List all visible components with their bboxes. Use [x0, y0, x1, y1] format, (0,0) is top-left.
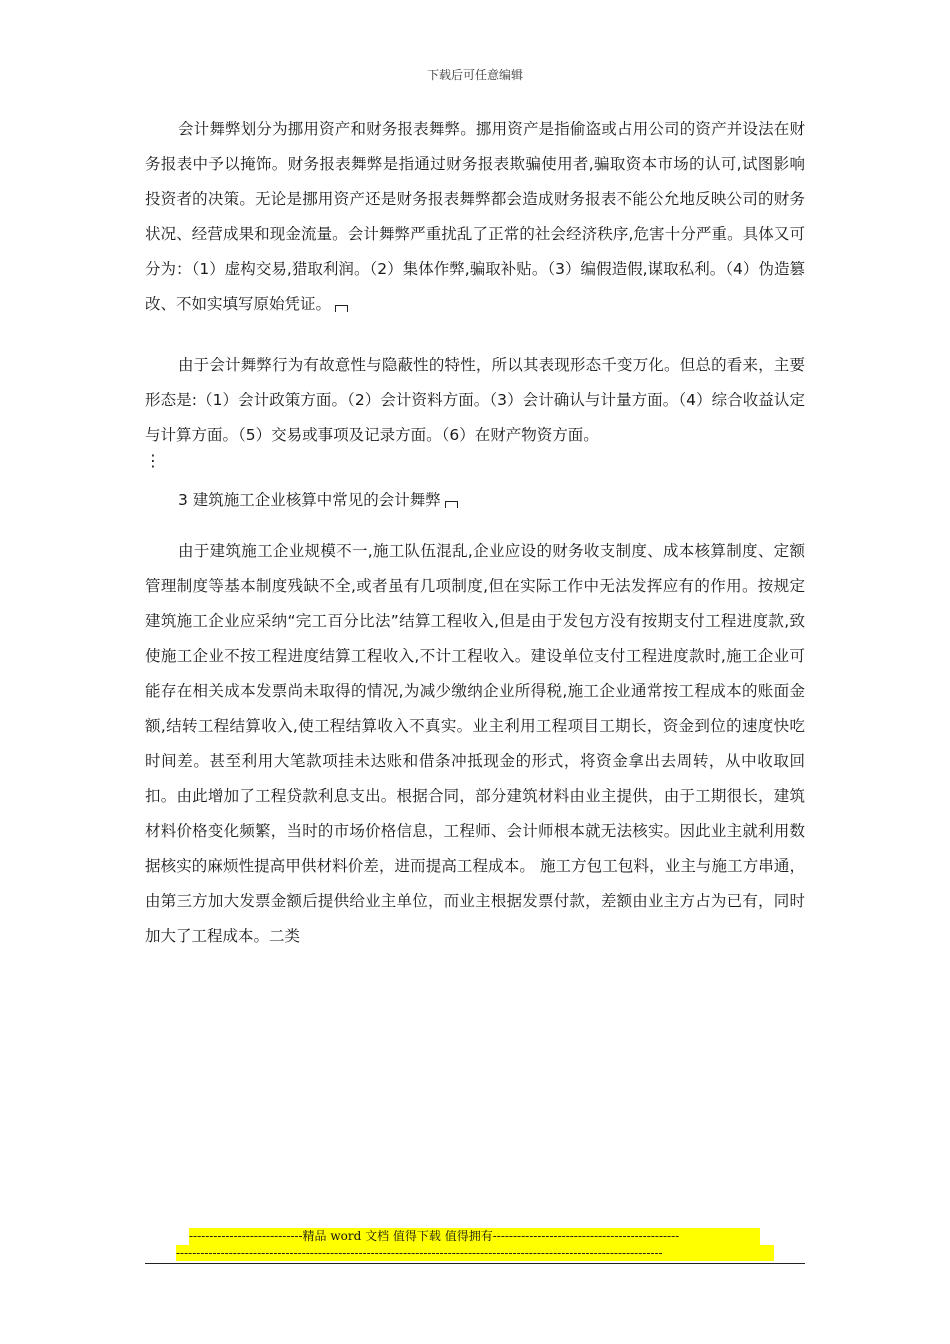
footer-divider [145, 1263, 805, 1264]
paragraph-fraud-forms [145, 348, 805, 453]
spacer [145, 322, 805, 348]
page-header: 下载后可任意编辑 [426, 68, 523, 82]
paragraph-fraud-classification [145, 112, 805, 322]
paragraph-text: 由于建筑施工企业规模不一,施工队伍混乱,企业应设的财务收支制度、成本核算制度、定额管理制度等基本制度残缺不全,或者虽有几项制度,但在实际工作中无法发挥应有的作用。按规定建筑施工企业应采纳“完工百分比法”结算工程收入,但是由于发包方没有按期支付工程进度款,致使施工企业不按工程进度结算工程收入,不计工程收入。建设单位支付工程进度款时,施工企业可能存在相关成本发票尚未取得的情况,为减少缴纳企业所得税,施工企业通常按工程成本的账面金额,结转工程结算收入,使工程结算收入不真实。业主利用工程项目工期长，资金到位的速度快吃时间差。甚至利用大笔款项挂未达账和借条冲抵现金的形式，将资金拿出去周转，从中收取回扣。由此增加了工程贷款利息支出。根据合同，部分建筑材料由业主提供，由于工期很长，建筑材料价格变化频繁，当时的市场价格信息，工程师、会计师根本就无法核实。因此业主就利用数据核实的麻烦性提高甲供材料价差，进而提高工程成本。 施工方包工包料，业主与施工方串通，由第三方加大发票金额后提供给业主单位，而业主根据发票付款，差额由业主方占为已有，同时加大了工程成本。二类 [145, 542, 805, 945]
footer-dash-line: ------------------------------------------------------------------------------------------------------------------------ [176, 1245, 774, 1261]
paragraph-text: 会计舞弊划分为挪用资产和财务报表舞弊。挪用资产是指偷盗或占用公司的资产并设法在财务报表中予以掩饰。财务报表舞弊是指通过财务报表欺骗使用者,骗取资本市场的认可,试图影响投资者的决策。无论是挪用资产还是财务报表舞弊都会造成财务报表不能公允地反映公司的财务状况、经营成果和现金流量。会计舞弊严重扰乱了正常的社会经济秩序,危害十分严重。具体又可分为：（1）虚构交易,猎取利润。（2）集体作弊,骗取补贴。（3）编假造假,谋取私利。（4）伪造篡改、不如实填写原始凭证。 [145, 120, 805, 313]
edit-mark-icon [445, 501, 458, 508]
footer-banner: ----------------------------精品 word 文档 值得下载 值得拥有---------------------------------------------- [189, 1228, 760, 1245]
edit-mark-icon [335, 305, 348, 312]
paragraph-text: 由于会计舞弊行为有故意性与隐蔽性的特性，所以其表现形态千变万化。但总的看来，主要形态是:（1）会计政策方面。（2）会计资料方面。（3）会计确认与计量方面。（4）综合收益认定与计算方面。（5）交易或事项及记录方面。（6）在财产物资方面。 [145, 356, 805, 444]
paragraph-construction-fraud [145, 534, 805, 954]
section-heading-text: 3 建筑施工企业核算中常见的会计舞弊 [178, 491, 441, 509]
spacer [145, 469, 805, 483]
spacer [145, 518, 805, 534]
document-body [145, 112, 805, 954]
section-heading [145, 483, 805, 518]
vertical-ellipsis-icon: ⋮ [145, 451, 161, 470]
